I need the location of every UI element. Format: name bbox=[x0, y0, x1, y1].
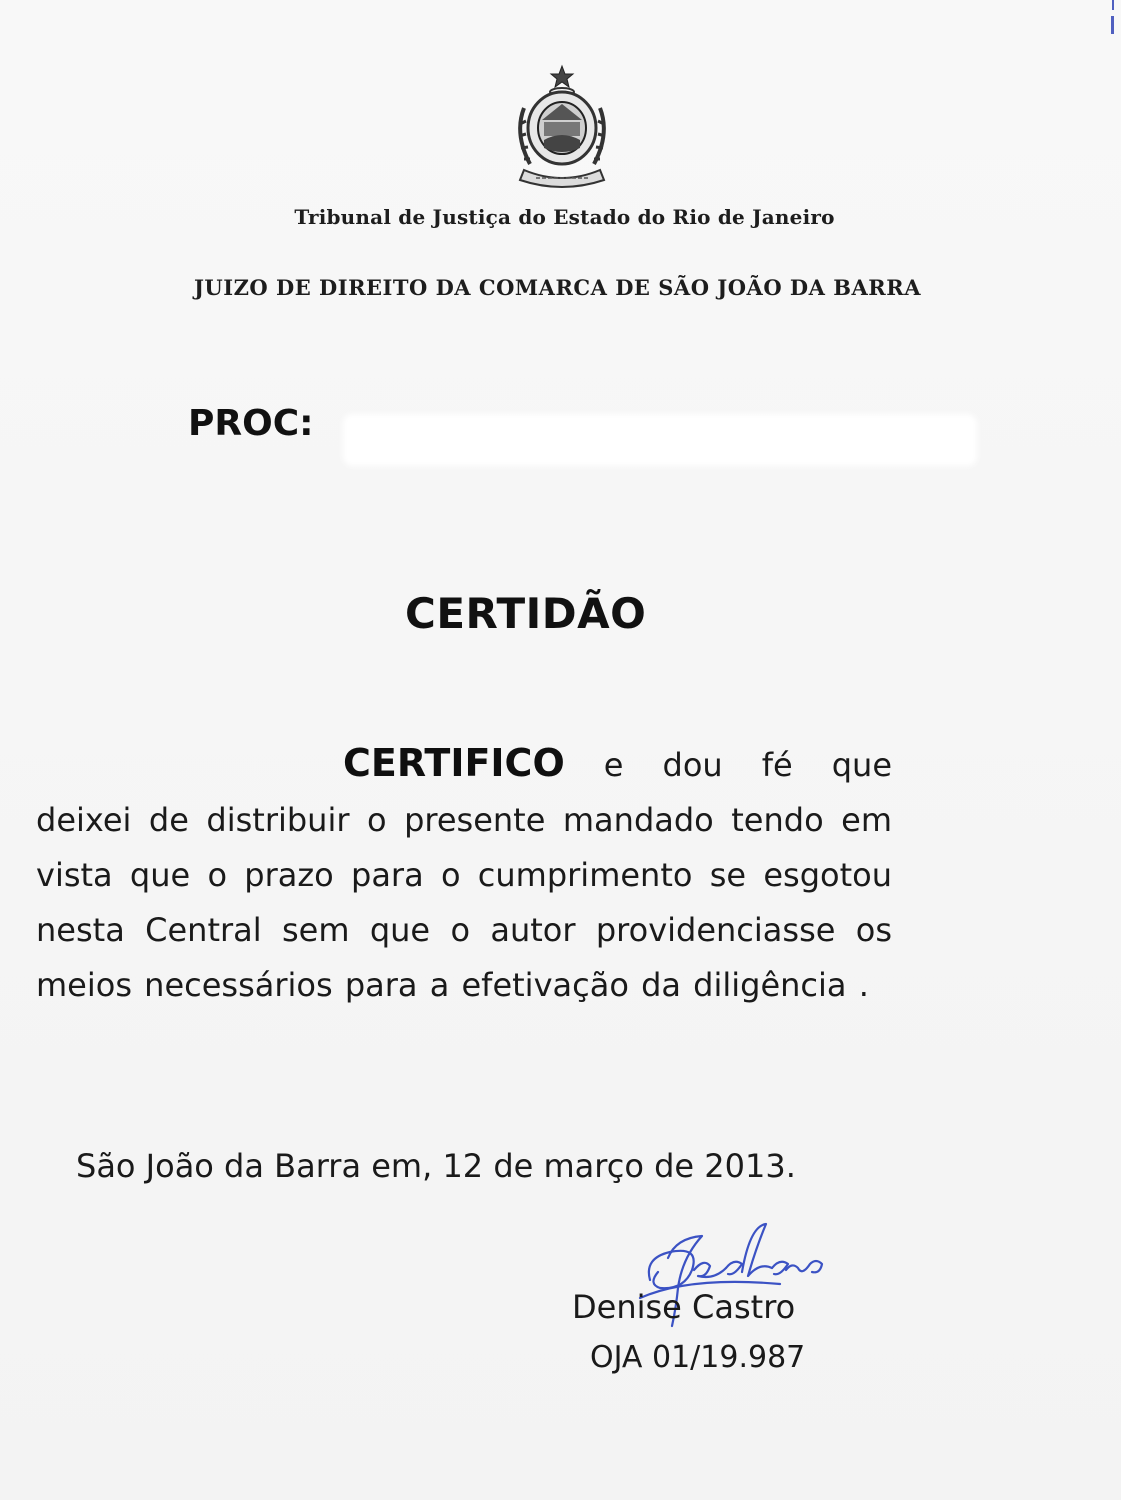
court-name: Tribunal de Justiça do Estado do Rio de Janeiro bbox=[294, 205, 835, 229]
process-label: PROC: bbox=[188, 403, 314, 444]
signer-id: OJA 01/19.987 bbox=[590, 1340, 806, 1375]
date-line: São João da Barra em, 12 de março de 2013. bbox=[76, 1147, 796, 1185]
certificate-body bbox=[36, 736, 892, 1013]
coat-of-arms-icon bbox=[510, 64, 614, 190]
signer-name: Denise Castro bbox=[572, 1288, 796, 1326]
handwritten-signature bbox=[630, 1218, 830, 1348]
redacted-process-number bbox=[347, 418, 973, 462]
certificate-lead-word: CERTIFICO bbox=[343, 741, 565, 785]
jurisdiction-name: JUIZO DE DIREITO DA COMARCA DE SÃO JOÃO DA BARRA bbox=[194, 275, 921, 300]
scan-edge-mark bbox=[1108, 0, 1121, 40]
document-title: CERTIDÃO bbox=[405, 589, 647, 638]
certificate-body-text: e dou fé que deixei de distribuir o presente mandado tendo em vista que o prazo para o cumprimento se esgotou nesta Central sem que o autor providenciasse os meios necessários para a efetivação da diligência . bbox=[36, 746, 892, 1004]
